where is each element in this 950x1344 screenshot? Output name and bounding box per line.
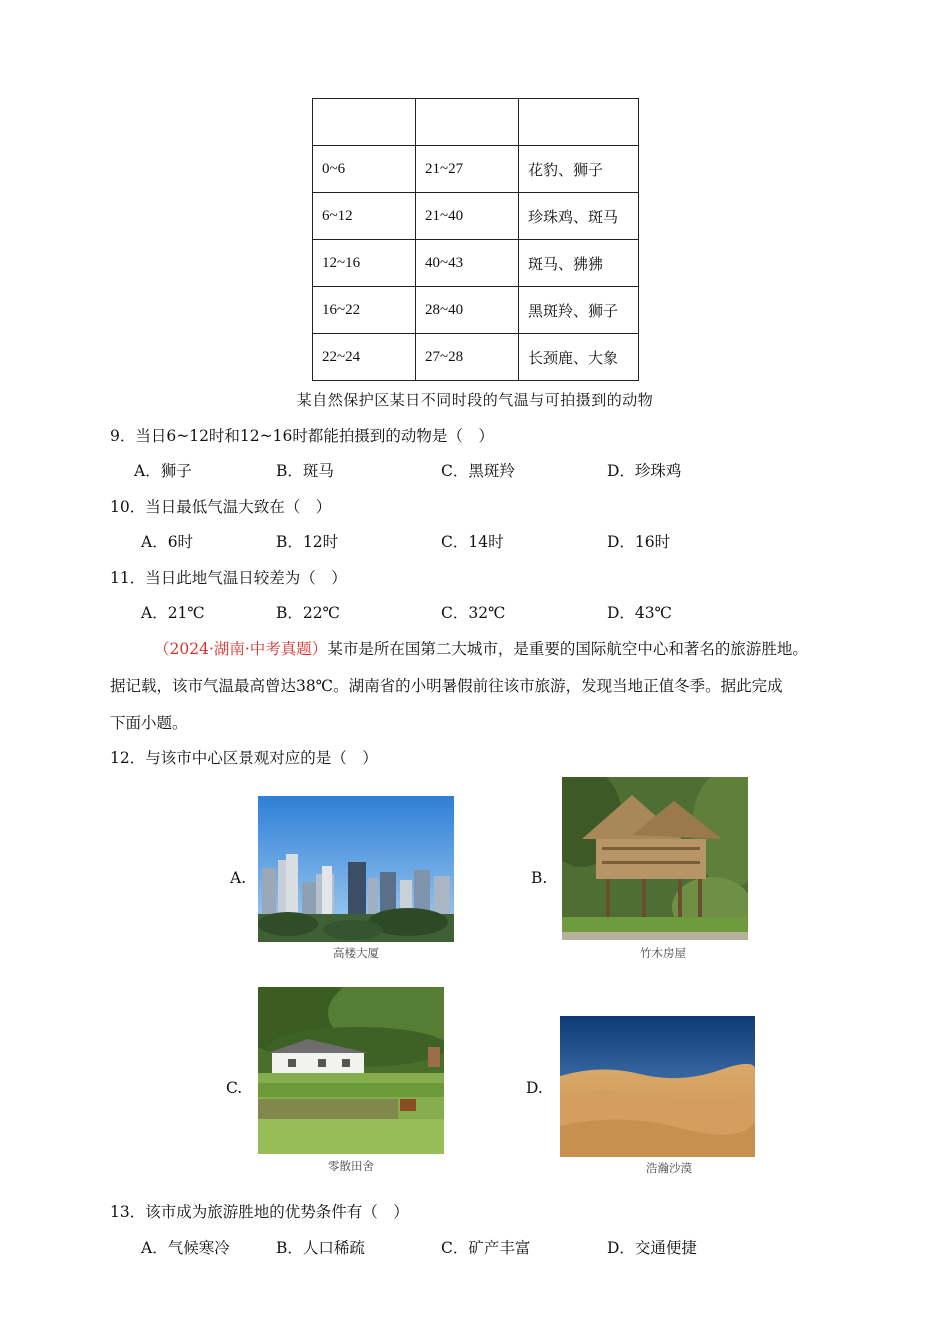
table-cell — [519, 99, 639, 146]
table-cell: 16~22 — [313, 287, 416, 334]
table-cell: 珍珠鸡、斑马 — [519, 193, 639, 240]
table-cell: 黑斑羚、狮子 — [519, 287, 639, 334]
skyscrapers-label: 高楼大厦 — [333, 946, 379, 960]
table-cell: 6~12 — [313, 193, 416, 240]
bamboo-house-image[interactable] — [562, 777, 748, 940]
desert-image[interactable] — [560, 1016, 755, 1157]
skyscrapers-image[interactable] — [258, 796, 454, 942]
question-9-stem: 9．当日6~12时和12~16时都能拍摄到的动物是（ ） — [110, 427, 494, 445]
passage-source: （2024·湖南·中考真题） — [154, 640, 328, 658]
table-cell: 40~43 — [416, 240, 519, 287]
q9-option-d[interactable]: D．珍珠鸡 — [607, 462, 682, 480]
table-row — [313, 99, 639, 146]
table-row — [313, 240, 639, 287]
q10-option-b[interactable]: B．12时 — [276, 533, 339, 551]
table-cell: 21~27 — [416, 146, 519, 193]
q11-option-a[interactable]: A．21℃ — [141, 604, 205, 622]
q10-option-c[interactable]: C．14时 — [441, 533, 504, 551]
table-cell: 0~6 — [313, 146, 416, 193]
table-cell: 27~28 — [416, 334, 519, 381]
table-cell: 28~40 — [416, 287, 519, 334]
q12-letter-d[interactable]: D. — [526, 1079, 543, 1097]
passage-text-1: 某市是所在国第二大城市，是重要的国际航空中心和著名的旅游胜地。 — [327, 640, 808, 658]
table-row — [313, 146, 639, 193]
farmhouse-label: 零散田舍 — [328, 1159, 374, 1173]
q12-letter-b[interactable]: B. — [531, 869, 548, 887]
q10-option-a[interactable]: A．6时 — [141, 533, 194, 551]
table-row — [313, 287, 639, 334]
q13-option-b[interactable]: B．人口稀疏 — [276, 1239, 365, 1257]
q9-option-c[interactable]: C．黑斑羚 — [441, 462, 515, 480]
table-row — [313, 193, 639, 240]
table-caption: 某自然保护区某日不同时段的气温与可拍摄到的动物 — [296, 391, 654, 409]
question-12-stem: 12．与该市中心区景观对应的是（ ） — [110, 749, 378, 767]
question-10-stem: 10．当日最低气温大致在（ ） — [110, 498, 332, 516]
table-cell — [416, 99, 519, 146]
q9-option-a[interactable]: A．狮子 — [134, 462, 192, 480]
bamboo-house-label: 竹木房屋 — [640, 946, 686, 960]
table-cell: 21~40 — [416, 193, 519, 240]
q11-option-b[interactable]: B．22℃ — [276, 604, 340, 622]
table-row — [313, 334, 639, 381]
q13-option-a[interactable]: A．气候寒冷 — [141, 1239, 230, 1257]
temperature-animal-table — [312, 98, 639, 381]
question-11-stem: 11．当日此地气温日较差为（ ） — [110, 569, 347, 587]
table-cell: 花豹、狮子 — [519, 146, 639, 193]
table-cell: 22~24 — [313, 334, 416, 381]
q13-option-d[interactable]: D．交通便捷 — [607, 1239, 697, 1257]
table-cell: 长颈鹿、大象 — [519, 334, 639, 381]
q11-option-c[interactable]: C．32℃ — [441, 604, 506, 622]
desert-label: 浩瀚沙漠 — [646, 1161, 692, 1175]
q9-option-b[interactable]: B．斑马 — [276, 462, 334, 480]
q10-option-d[interactable]: D．16时 — [607, 533, 671, 551]
q12-letter-a[interactable]: A. — [230, 869, 247, 887]
q11-option-d[interactable]: D．43℃ — [607, 604, 672, 622]
q12-letter-c[interactable]: C. — [226, 1079, 243, 1097]
question-13-stem: 13．该市成为旅游胜地的优势条件有（ ） — [110, 1203, 409, 1221]
table-cell — [313, 99, 416, 146]
passage-line-3: 下面小题。 — [110, 714, 188, 732]
q13-option-c[interactable]: C．矿产丰富 — [441, 1239, 531, 1257]
table-cell: 12~16 — [313, 240, 416, 287]
passage-line-1 — [154, 637, 808, 659]
passage-line-2: 据记载，该市气温最高曾达38℃。湖南省的小明暑假前往该市旅游，发现当地正值冬季。据此完成 — [110, 677, 783, 695]
farmhouse-image[interactable] — [258, 987, 444, 1154]
table-cell: 斑马、狒狒 — [519, 240, 639, 287]
